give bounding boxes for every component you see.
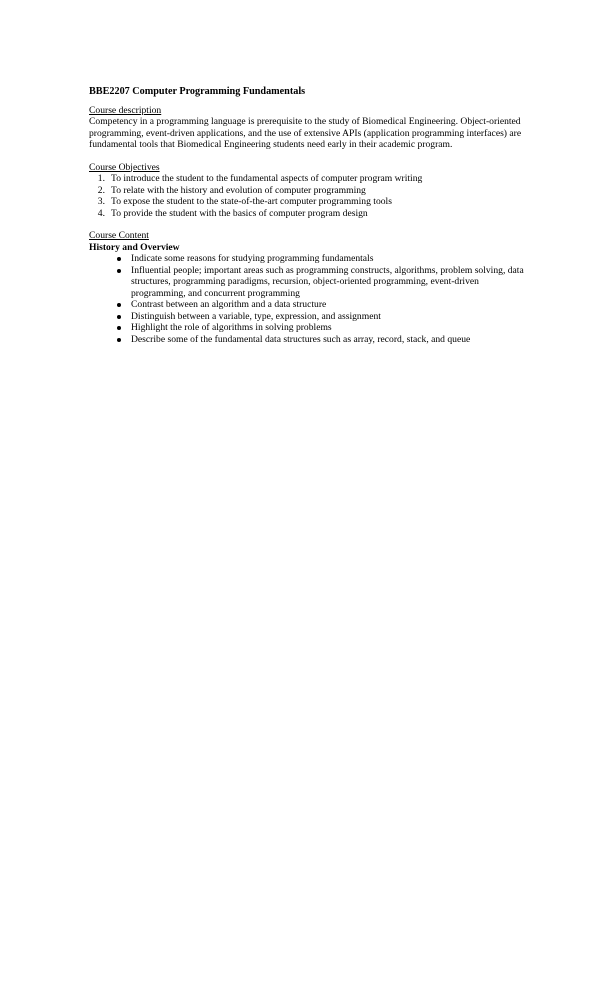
objective-item <box>89 185 529 197</box>
topic-text: Distinguish between a variable, type, expression, and assignment <box>131 310 381 322</box>
topic-item <box>89 311 529 323</box>
document-content <box>89 86 529 345</box>
topic-text: Influential people; important areas such as programming constructs, algorithms, problem solving, data structures, programming paradigms, recursion, object-oriented programming, event-driven programming, and concurrent programming <box>131 264 524 299</box>
topic-item <box>89 299 529 311</box>
objective-text: To expose the student to the state-of-the-art computer programming tools <box>111 196 392 207</box>
bullet-icon <box>117 257 121 261</box>
objective-item <box>89 173 529 185</box>
objective-item <box>89 208 529 220</box>
document-title: BBE2207 Computer Programming Fundamentals <box>89 86 306 97</box>
objective-text: To provide the student with the basics of computer program design <box>111 207 368 219</box>
topic-text: Describe some of the fundamental data structures such as array, record, stack, and queue <box>131 333 471 345</box>
objective-text: To relate with the history and evolution of computer programming <box>111 184 366 196</box>
topic-item <box>89 334 529 346</box>
objective-number: 1. <box>97 173 105 184</box>
objectives-heading: Course Objectives <box>89 161 160 173</box>
topic-text: Indicate some reasons for studying programming fundamentals <box>131 253 374 264</box>
topic-item <box>89 253 529 265</box>
topic-item <box>89 322 529 334</box>
objective-number: 2. <box>97 184 105 196</box>
topic-item <box>89 265 529 300</box>
objectives-list <box>89 173 529 219</box>
objective-item <box>89 196 529 208</box>
bullet-icon <box>117 315 121 319</box>
bullet-icon <box>117 326 121 330</box>
topics-list <box>89 253 529 345</box>
objective-number: 4. <box>97 207 105 219</box>
description-text: Competency in a programming language is prerequisite to the study of Biomedical Engineering. Object-oriented programming, event-driven applications, and the use of extensive APIs (application programming interfaces) are fundamental tools that Biomedical Engineering students need early in their academic program. <box>89 116 522 150</box>
bullet-icon <box>117 269 121 273</box>
description-heading: Course description <box>89 104 162 116</box>
objective-text: To introduce the student to the fundamental aspects of computer program writing <box>111 173 423 184</box>
bullet-icon <box>117 338 121 342</box>
content-heading: Course Content <box>89 230 149 241</box>
spacer <box>89 219 529 230</box>
objective-number: 3. <box>97 196 105 207</box>
topic-text: Contrast between an algorithm and a data structure <box>131 299 327 310</box>
bullet-icon <box>117 303 121 307</box>
topic-text: Highlight the role of algorithms in solving problems <box>131 322 332 333</box>
section-title: History and Overview <box>89 241 180 253</box>
